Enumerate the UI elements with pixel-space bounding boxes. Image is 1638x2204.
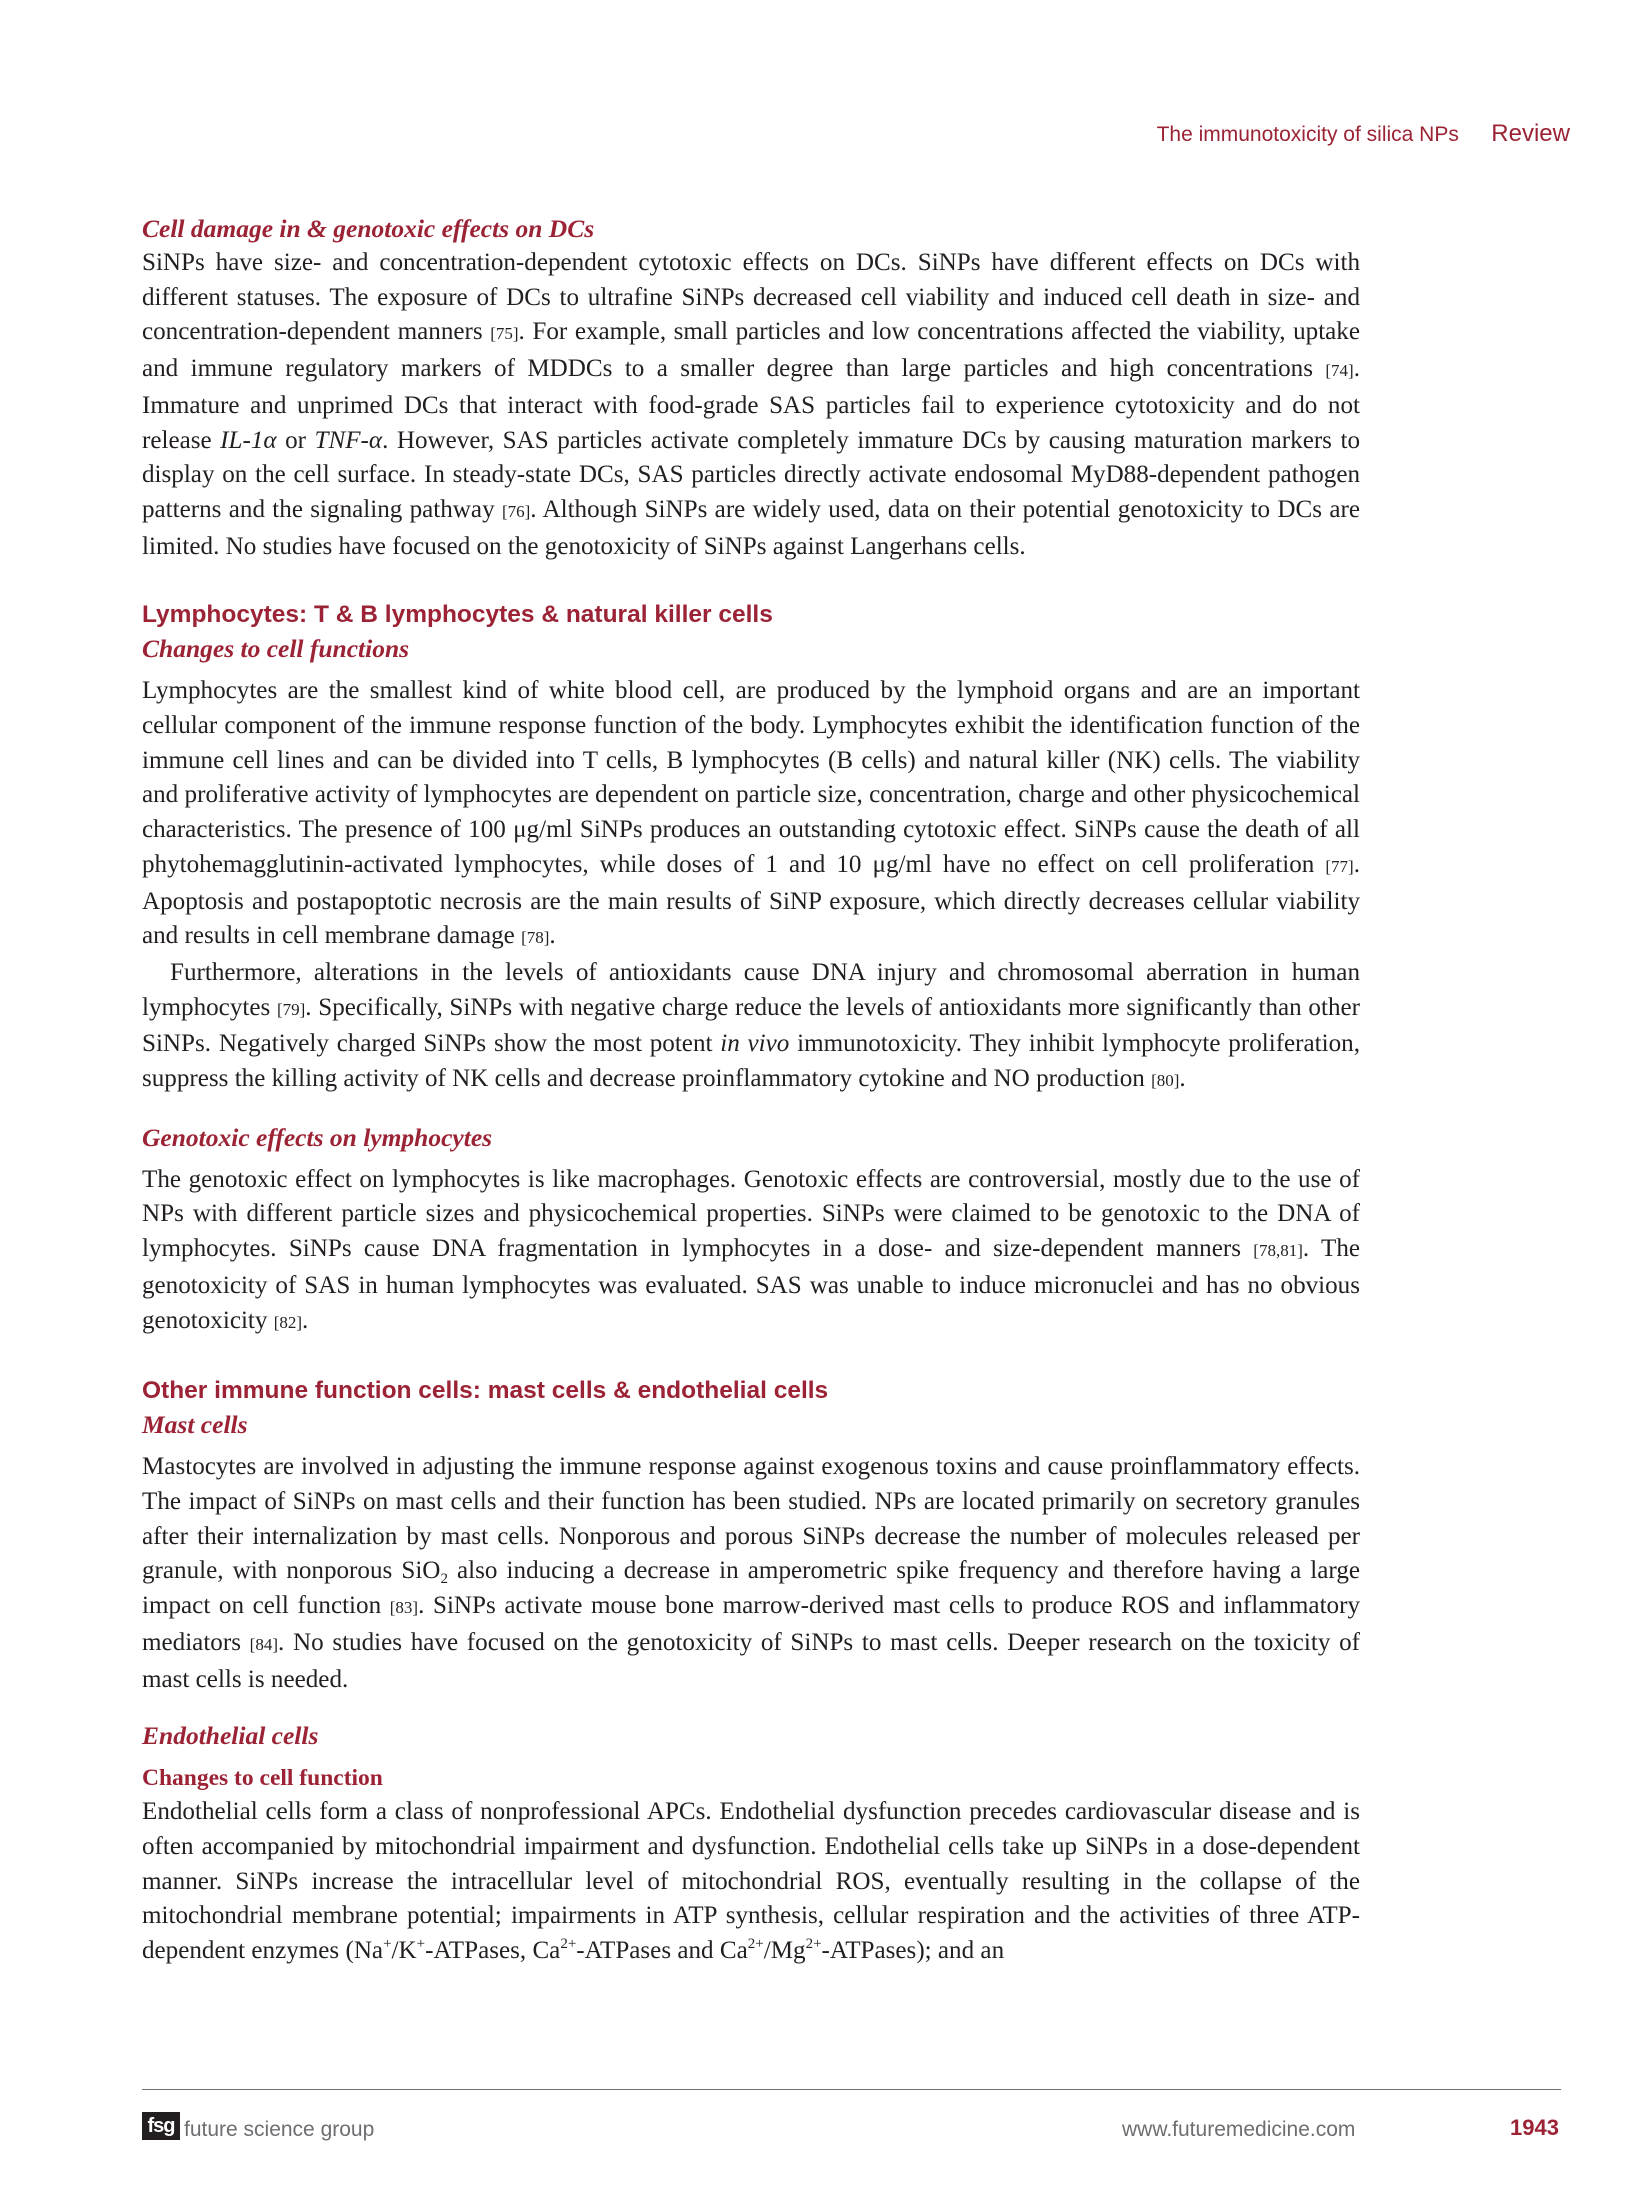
citation-link[interactable]: [78]	[521, 928, 550, 948]
subheading-endothelial-cells: Endothelial cells	[142, 1721, 319, 1751]
citation-link[interactable]: [83]	[389, 1598, 419, 1618]
citation-link[interactable]: [77]	[1325, 856, 1354, 876]
paragraph: Endothelial cells form a class of nonprofessional APCs. Endothelial dysfunction precedes cardiovascular disease and is often accompanied by mitochondrial impairment and dysfunction. Endothelial cells take up SiNPs in a dose-dependent manner. SiNPs increase the intracellular level of mitochondrial ROS, eventually resulting in the collapse of the mitochondrial membrane potential; impairments in ATP synthesis, cellular respiration and the activities of three ATP-dependent enzymes (Na+/K+-ATPases, $Ca^{2+}$-ATPases and $Ca^{2+}/Mg^{2+}-ATPases$); and an	[142, 1798, 1360, 1965]
citation-link[interactable]: [75]	[490, 324, 519, 344]
subheading-cell-function: Changes to cell function	[142, 1765, 383, 1792]
section-heading-other-immune-cells: Other immune function cells: mast cells & endothelial cells	[142, 1377, 829, 1405]
page-footer	[0, 2112, 1638, 2152]
running-title: The immunotoxicity of silica NPs	[1156, 123, 1459, 146]
article-type: Review	[1491, 120, 1570, 147]
paragraph: Furthermore, alterations in the levels of antioxidants cause DNA injury and chromosomal aberration in human lymphocytes [79]. Specifically, SiNPs with negative charge reduce the levels of antioxidants more significantly than other SiNPs. Negatively charged SiNPs show the most potent in vivo immunotoxicity. They inhibit lymphocyte proliferation, suppress the killing activity of NK cells and decrease proinflammatory cytokine and NO production [80].	[142, 958, 1360, 1093]
citation-link[interactable]: [80]	[1151, 1071, 1180, 1091]
citation-link[interactable]: [78,81]	[1253, 1241, 1303, 1261]
subheading-mast-cells: Mast cells	[142, 1410, 248, 1440]
citation-link[interactable]: [79]	[276, 999, 306, 1019]
citation-link[interactable]: [76]	[501, 501, 531, 521]
publisher-logo: fsg	[142, 2112, 180, 2140]
footer-divider	[142, 2089, 1561, 2090]
citation-link[interactable]: [82]	[273, 1312, 303, 1332]
publisher-name: future science group	[184, 2118, 375, 2141]
running-header	[1157, 120, 1570, 148]
citation-link[interactable]: [84]	[249, 1634, 278, 1654]
section-heading-lymphocytes: Lymphocytes: T & B lymphocytes & natural killer cells	[142, 601, 773, 629]
subheading-dc-damage: Cell damage in & genotoxic effects on DCs	[142, 214, 595, 243]
website-link[interactable]: www.futuremedicine.com	[1122, 2118, 1356, 2141]
paragraph: Mastocytes are involved in adjusting the immune response against exogenous toxins and cause proinflammatory effects. The impact of SiNPs on mast cells and their function has been studied. NPs are located primarily on secretory granules after their internalization by mast cells. Nonporous and porous SiNPs decrease the number of molecules released per granule, with nonporous SiO$_2$ also inducing a decrease in amperometric spike frequency and therefore having a large impact on cell function [83]. SiNPs activate mouse bone marrow-derived mast cells to produce ROS and inflammatory mediators [84]. No studies have focused on the genotoxicity of SiNPs to mast cells. Deeper research on the toxicity of mast cells is needed.	[142, 1453, 1361, 1693]
subheading-cell-functions: Changes to cell functions	[142, 634, 410, 664]
paragraph: SiNPs have size- and concentration-dependent cytotoxic effects on DCs. SiNPs have different effects on DCs with different statuses. The exposure of DCs to ultrafine SiNPs decreased cell viability and induced cell death in size- and concentration-dependent manners [75]. For example, small particles and low concentrations affected the viability, uptake and immune regulatory markers of MDDCs to a smaller degree than large particles and high concentrations [74]. Immature and unprimed DCs that interact with food-grade SAS particles fail to experience cytotoxicity and do not release IL-1α or TNF-α. However, SAS particles activate completely immature DCs by causing maturation markers to display on the cell surface. In steady-state DCs, SAS particles directly activate endosomal MyD88-dependent pathogen patterns and the signaling pathway [76]. Although SiNPs are widely used, data on their potential genotoxicity to DCs are limited. No studies have focused on the genotoxicity of SiNPs against Langerhans cells.	[142, 249, 1360, 560]
paragraph: Lymphocytes are the smallest kind of white blood cell, are produced by the lymphoid organs and are an important cellular component of the immune response function of the body. Lymphocytes exhibit the identification function of the immune cell lines and can be divided into T cells, B lymphocytes (B cells) and natural killer (NK) cells. The viability and proliferative activity of lymphocytes are dependent on particle size, concentration, charge and other physicochemical characteristics. The presence of 100 μg/ml SiNPs produces an outstanding cytotoxic effect. SiNPs cause the death of all phytohemagglutinin-activated lymphocytes, while doses of 1 and 10 μg/ml have no effect on cell proliferation [77]. Apoptosis and postapoptotic necrosis are the main results of SiNP exposure, which directly decreases cellular viability and results in cell membrane damage [78].	[142, 677, 1360, 950]
paragraph: The genotoxic effect on lymphocytes is like macrophages. Genotoxic effects are controversial, mostly due to the use of NPs with different particle sizes and physicochemical properties. SiNPs were claimed to be genotoxic to the DNA of lymphocytes. SiNPs cause DNA fragmentation in lymphocytes in a dose- and size-dependent manners [78,81]. The genotoxicity of SAS in human lymphocytes was evaluated. SAS was unable to induce micronuclei and has no obvious genotoxicity [82].	[142, 1165, 1361, 1334]
article-body	[142, 212, 1360, 1969]
page-number: 1943	[1510, 2115, 1559, 2140]
citation-link[interactable]: [74]	[1325, 361, 1354, 381]
subheading-genotoxic-lymphocytes: Genotoxic effects on lymphocytes	[142, 1122, 493, 1152]
